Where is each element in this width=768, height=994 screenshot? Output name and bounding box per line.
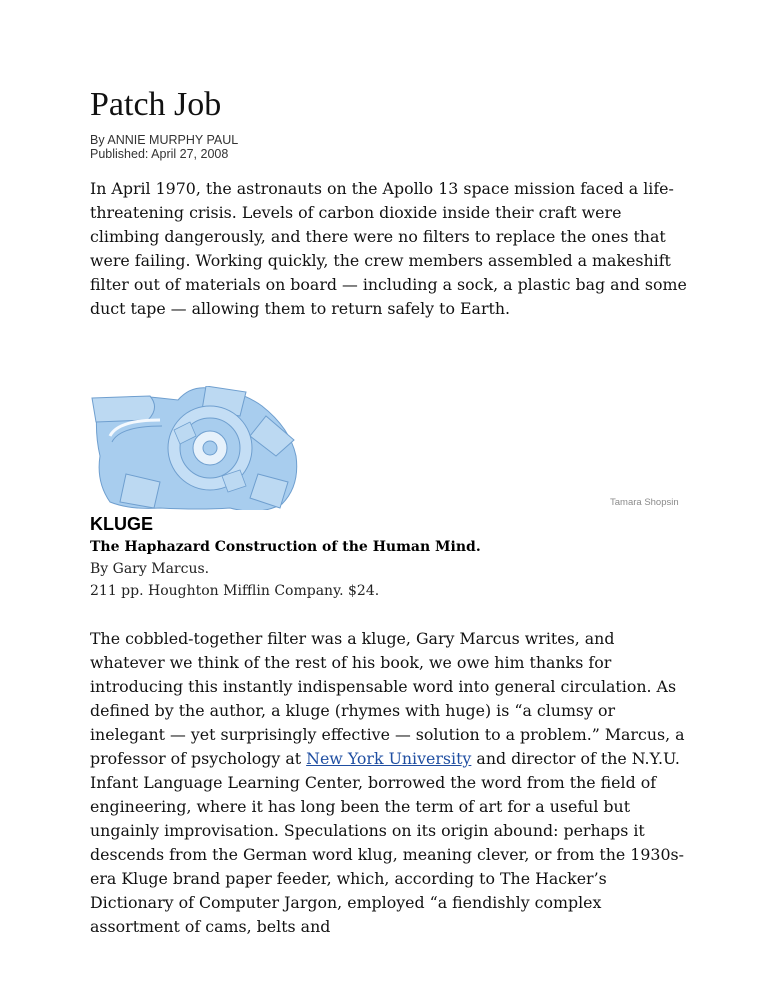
book-publication-info: 211 pp. Houghton Mifflin Company. $24. xyxy=(90,583,380,599)
book-subtitle: The Haphazard Construction of the Human Mind. xyxy=(90,539,481,555)
body-text-end: and director of the N.Y.U. Infant Language Learning Center, borrowed the word from the field of engineering, where it has long been the term of art for a useful but ungainly improvisation. Speculations on its origin abound: perhaps it descends from the German word klug, meaning clever, or from the 1930s-era Kluge brand paper feeder, which, according to The Hacker’s Dictionary of Computer Jargon, employed “a fiendishly complex assortment of cams, belts and xyxy=(90,749,684,936)
book-author: By Gary Marcus. xyxy=(90,561,210,577)
article-meta xyxy=(90,133,238,161)
lead-paragraph: In April 1970, the astronauts on the Apollo 13 space mission faced a life-threatening crisis. Levels of carbon dioxide inside their craft were climbing dangerously, and there were no filters to replace the ones that were failing. Working quickly, the crew members assembled a makeshift filter out of materials on board — including a sock, a plastic bag and some duct tape — allowing them to return safely to Earth. xyxy=(90,179,687,318)
body-paragraph xyxy=(90,627,690,939)
article-title: Patch Job xyxy=(90,86,222,123)
book-info xyxy=(90,514,690,602)
book-title: KLUGE xyxy=(90,514,153,534)
article-byline: By ANNIE MURPHY PAUL xyxy=(90,133,239,147)
illustration-credit: Tamara Shopsin xyxy=(610,497,679,508)
tape-dispenser-illustration xyxy=(90,386,340,510)
new-york-university-link[interactable]: New York University xyxy=(306,749,472,768)
body-text-start: The cobbled-together filter was a kluge, Gary Marcus writes, and whatever we think of the rest of his book, we owe him thanks for introducing this instantly indispensable word into general circulation. As defined by the author, a kluge (rhymes with huge) is “a clumsy or inelegant — yet surprisingly effective — solution to a problem.” Marcus, a professor of psychology at xyxy=(90,629,685,768)
publish-date: Published: April 27, 2008 xyxy=(90,147,229,161)
